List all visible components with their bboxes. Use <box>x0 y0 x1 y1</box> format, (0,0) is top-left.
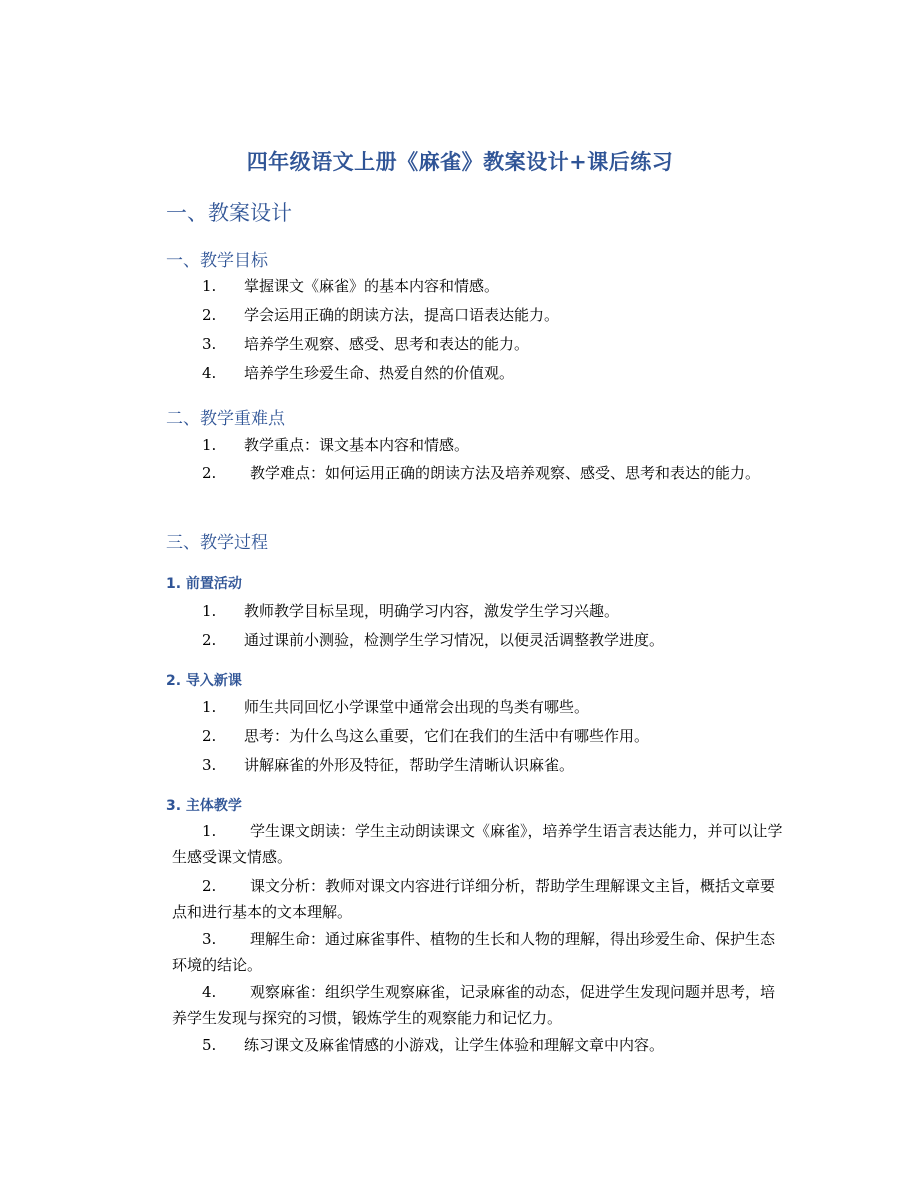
item-text: 课文分析：教师对课文内容进行详细分析，帮助学生理解课文主旨，概括文章要点和进行基本的文本理解。 <box>172 877 776 921</box>
item-text: 思考：为什么鸟这么重要，它们在我们的生活中有哪些作用。 <box>244 727 650 745</box>
list-item <box>166 818 786 870</box>
item-text: 教学难点：如何运用正确的朗读方法及培养观察、感受、思考和表达的能力。 <box>250 464 761 482</box>
item-number: 4. <box>202 364 217 382</box>
list-item <box>166 302 786 328</box>
item-number: 2. <box>202 727 217 745</box>
list-item <box>166 360 786 386</box>
list-item <box>166 432 786 458</box>
item-text: 教师教学目标呈现，明确学习内容，激发学生学习兴趣。 <box>244 602 620 620</box>
heading-objectives: 一、教学目标 <box>166 251 268 271</box>
list-item <box>166 979 786 1031</box>
list-item <box>166 873 786 925</box>
list-item <box>166 331 786 357</box>
list-item <box>166 598 786 624</box>
list-item <box>166 752 786 778</box>
list-item <box>166 273 786 299</box>
list-item <box>166 694 786 720</box>
subheading-main-teaching: 3. 主体教学 <box>166 798 242 814</box>
document-title: 四年级语文上册《麻雀》教案设计+课后练习 <box>246 149 674 174</box>
subheading-intro: 2. 导入新课 <box>166 673 242 689</box>
item-text: 培养学生珍爱生命、热爱自然的价值观。 <box>244 364 515 382</box>
item-text: 理解生命：通过麻雀事件、植物的生长和人物的理解，得出珍爱生命、保护生态环境的结论。 <box>172 930 776 974</box>
subheading-pre-activity: 1. 前置活动 <box>166 576 242 592</box>
item-number: 2. <box>202 631 217 649</box>
item-number: 3. <box>202 335 217 353</box>
section-heading-lesson-design: 一、教案设计 <box>166 201 292 225</box>
item-text: 通过课前小测验，检测学生学习情况，以便灵活调整教学进度。 <box>244 631 665 649</box>
item-text: 掌握课文《麻雀》的基本内容和情感。 <box>244 277 500 295</box>
item-number: 1. <box>202 277 217 295</box>
list-item <box>166 1032 786 1058</box>
item-text: 学生课文朗读：学生主动朗读课文《麻雀》，培养学生语言表达能力，并可以让学生感受课文情感。 <box>172 822 783 866</box>
item-number: 2. <box>202 877 217 895</box>
item-number: 2. <box>202 464 217 482</box>
list-item <box>166 460 786 486</box>
heading-key-points: 二、教学重难点 <box>166 409 285 429</box>
item-text: 师生共同回忆小学课堂中通常会出现的鸟类有哪些。 <box>244 698 590 716</box>
item-number: 1. <box>202 822 217 840</box>
item-number: 1. <box>202 436 217 454</box>
item-number: 5. <box>202 1036 217 1054</box>
list-item <box>166 627 786 653</box>
heading-process: 三、教学过程 <box>166 533 268 553</box>
item-number: 4. <box>202 983 217 1001</box>
item-number: 1. <box>202 602 217 620</box>
item-number: 1. <box>202 698 217 716</box>
list-item <box>166 926 786 978</box>
item-number: 2. <box>202 306 217 324</box>
list-item <box>166 723 786 749</box>
item-text: 培养学生观察、感受、思考和表达的能力。 <box>244 335 530 353</box>
item-text: 观察麻雀：组织学生观察麻雀，记录麻雀的动态，促进学生发现问题并思考，培养学生发现与探究的习惯，锻炼学生的观察能力和记忆力。 <box>172 983 776 1027</box>
item-number: 3. <box>202 756 217 774</box>
item-text: 学会运用正确的朗读方法，提高口语表达能力。 <box>244 306 560 324</box>
item-text: 练习课文及麻雀情感的小游戏，让学生体验和理解文章中内容。 <box>244 1036 665 1054</box>
item-text: 讲解麻雀的外形及特征，帮助学生清晰认识麻雀。 <box>244 756 575 774</box>
item-number: 3. <box>202 930 217 948</box>
item-text: 教学重点：课文基本内容和情感。 <box>244 436 470 454</box>
